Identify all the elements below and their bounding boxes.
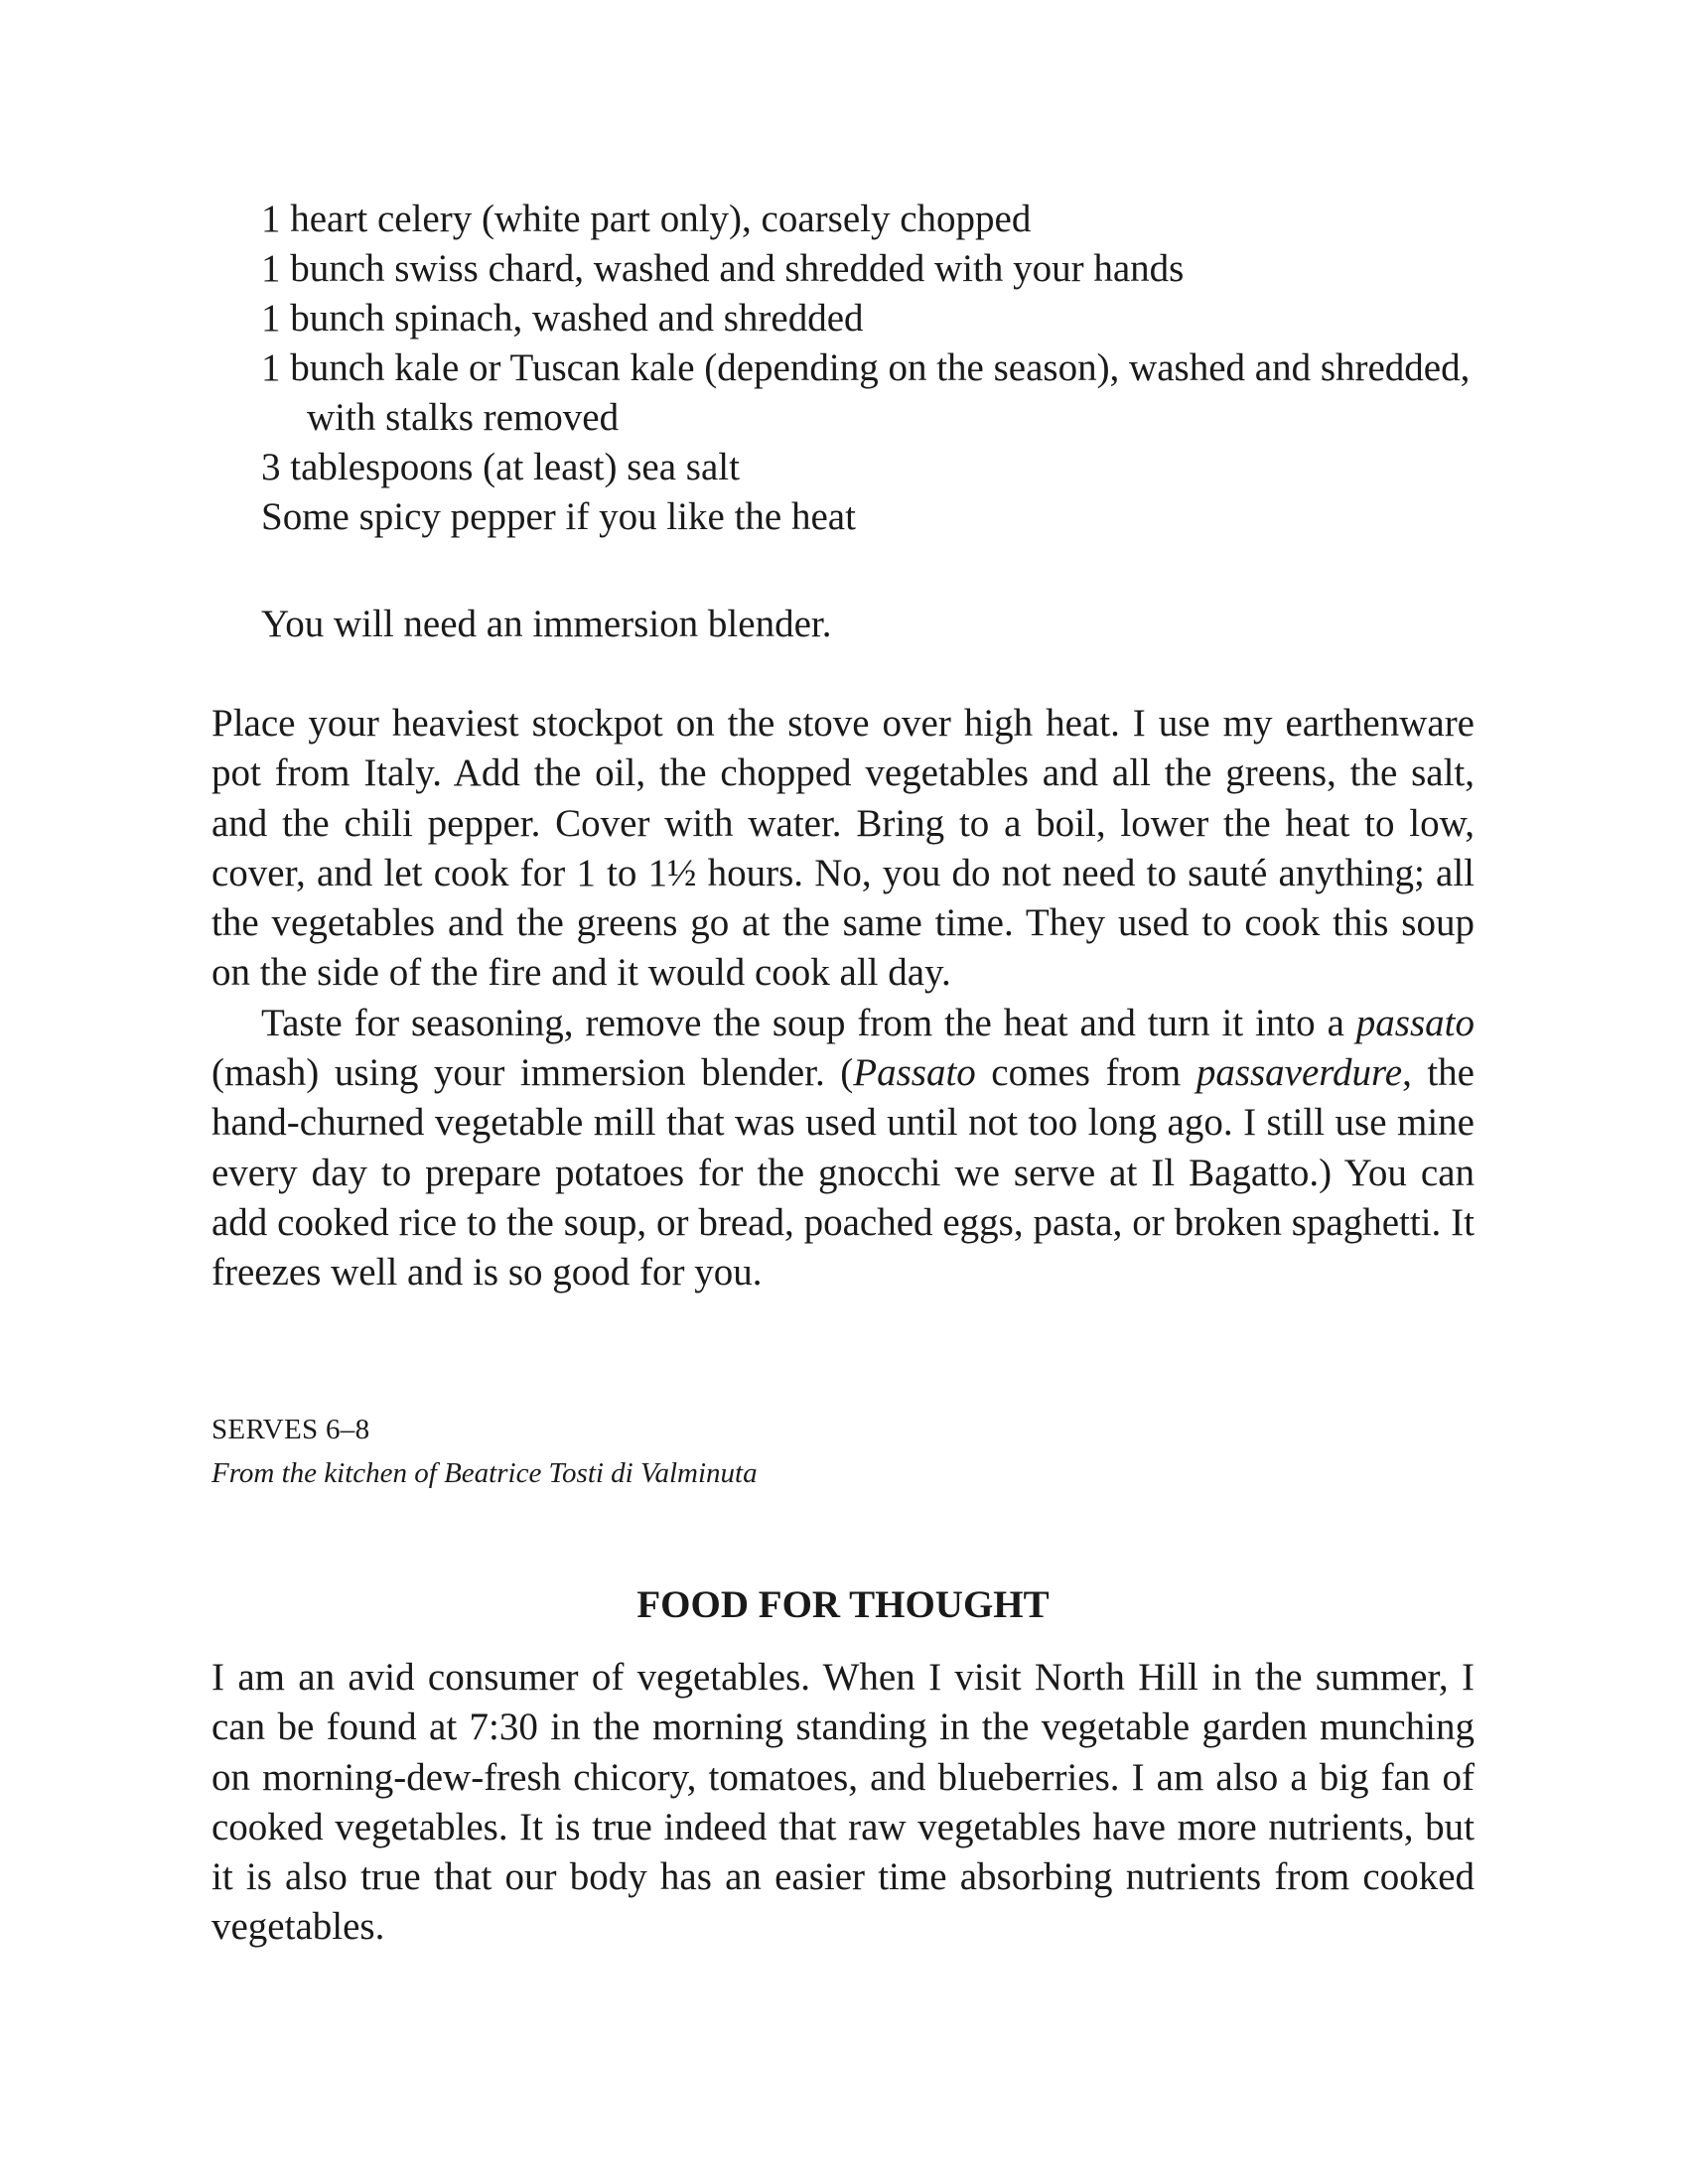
ingredient-item: 1 heart celery (white part only), coarsely chopped	[261, 198, 1032, 240]
method-text-run: comes from	[975, 1051, 1196, 1095]
section-heading: FOOD FOR THOUGHT	[636, 1583, 1050, 1626]
ingredient-list	[261, 195, 1473, 542]
method-text-run: Taste for seasoning, remove the soup from the heat and turn it into a	[261, 1001, 1356, 1044]
ingredient-item: 1 bunch swiss chard, washed and shredded with your hands	[261, 247, 1185, 290]
ingredient-item: 1 bunch spinach, washed and shredded	[261, 297, 864, 340]
ingredient-item: Some spicy pepper if you like the heat	[261, 495, 856, 538]
method-paragraph-2	[211, 999, 1475, 1298]
italic-term-passaverdure: passaverdure	[1196, 1051, 1403, 1095]
italic-term-passato-capital: Passato	[853, 1051, 976, 1095]
method-text	[211, 699, 1475, 1298]
italic-term-passato: passato	[1355, 1001, 1475, 1044]
serves-line: SERVES 6–8	[211, 1414, 370, 1445]
method-paragraph-1: Place your heaviest stockpot on the stove over high heat. I use my earthenware pot from Italy. Add the oil, the chopped vegetables and all the greens, the salt, and the chili pepper. Cover with water. Bring to a boil, lower the heat to low, cover, and let cook for 1 to 1½ hours. No, you do not need to sauté anything; all the vegetables and the greens go at the same time. They used to cook this soup on the side of the fire and it would cook all day.	[211, 702, 1475, 995]
method-text-run: (mash) using your immersion blender. (	[211, 1051, 854, 1095]
recipe-credit: From the kitchen of Beatrice Tosti di Valminuta	[211, 1457, 758, 1489]
essay-paragraph: I am an avid consumer of vegetables. When I visit North Hill in the summer, I can be found at 7:30 in the morning standing in the vegetable garden munching on morning-dew-fresh chicory, tomatoes, and blueberries. I am also a big fan of cooked vegetables. It is true indeed that raw vegetables have more nutrients, but it is also true that our body has an easier time absorbing nutrients from cooked vegetables.	[211, 1656, 1475, 1949]
ingredient-item: 3 tablespoons (at least) sea salt	[261, 446, 740, 488]
method-text-run: , the hand-churned vegetable mill that was used until not too long ago. I still use mine every day to prepare potatoes for the gnocchi we serve at Il Bagatto.) You can add cooked rice to the soup, or bread, poached eggs, pasta, or broken spaghetti. It freezes well and is so good for you.	[211, 1051, 1475, 1295]
ingredient-item: 1 bunch kale or Tuscan kale (depending on the season), washed and shredded, with stalks removed	[261, 346, 1471, 439]
equipment-note: You will need an immersion blender.	[261, 603, 832, 645]
